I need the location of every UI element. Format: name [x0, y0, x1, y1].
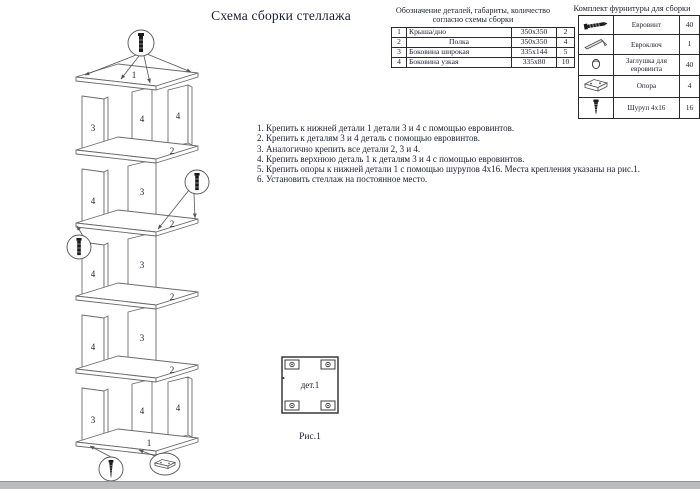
panel-label: 4	[175, 403, 181, 413]
panel-label: 3	[139, 260, 145, 270]
page-title: Схема сборки стеллажа	[211, 8, 351, 23]
instruction-line: 3. Аналогично крепить все детали 2, 3 и 4.	[257, 143, 421, 154]
page-bottom-bar	[0, 481, 700, 489]
part-qty: 2	[557, 28, 575, 38]
hardware-qty: 40	[680, 16, 700, 35]
panel-label: 2	[169, 219, 175, 229]
part-size: 350х350	[512, 28, 557, 38]
instruction-line: 6. Установить стеллаж на постоянное место.	[257, 174, 428, 185]
part-qty: 5	[557, 48, 575, 58]
hardware-name: Опора	[613, 76, 679, 97]
panel-label: 4	[139, 406, 145, 416]
part-num: 2	[392, 38, 407, 48]
instruction-line: 1. Крепить к нижней детали 1 детали 3 и 4 с помощью евровинтов.	[257, 123, 515, 133]
part-num: 1	[392, 28, 407, 38]
hardware-qty: 40	[680, 54, 700, 75]
part-size: 335х80	[512, 58, 557, 68]
instruction-line: 5. Крепить опоры к нижней детали 1 с помощью шурупов 4х16. Места крепления указаны на рис.1.	[257, 164, 640, 175]
hardware-qty: 1	[680, 35, 700, 54]
hexkey-icon	[582, 44, 610, 53]
panel-label: 3	[139, 333, 145, 343]
cap-icon	[582, 66, 610, 75]
panel-label: 2	[169, 292, 175, 302]
table-row	[579, 76, 700, 97]
euroscrew-icon	[582, 25, 610, 34]
hardware-name: Евроключ	[613, 35, 679, 54]
parts-caption-line2: согласно схемы сборки	[432, 15, 514, 25]
panel-label: 1	[146, 438, 152, 448]
part-size: 350х350	[512, 38, 557, 48]
panel-label: 4	[90, 196, 96, 206]
table-row	[392, 28, 575, 38]
part-name: Полка	[407, 38, 512, 48]
panel-label: 4	[90, 269, 96, 279]
panel-label: 2	[169, 146, 175, 156]
parts-table-caption	[376, 6, 570, 25]
part-name: Боковина узкая	[407, 58, 512, 68]
instructions-list	[257, 123, 640, 185]
hardware-table-title: Комплект фурнитуры для сборки	[573, 4, 691, 13]
hardware-name: Евровинт	[613, 16, 679, 35]
part-qty: 4	[557, 38, 575, 48]
hardware-table	[578, 15, 700, 119]
table-row	[579, 35, 700, 54]
figure-caption: Рис.1	[299, 432, 321, 442]
table-row	[579, 16, 700, 35]
table-row	[579, 54, 700, 75]
instruction-line: 2. Крепить к деталям 3 и 4 деталь с помощью евровинтов.	[257, 133, 480, 144]
panel-label: 2	[169, 365, 175, 375]
part-num: 4	[392, 58, 407, 68]
assembly-diagram	[48, 14, 238, 487]
figure-det1	[278, 354, 342, 442]
table-row	[579, 97, 700, 118]
hardware-name: Заглушка для евровинта	[613, 54, 679, 75]
part-name: Боковина широкая	[407, 48, 512, 58]
panel-label: 4	[175, 111, 181, 121]
det1-drawing	[278, 354, 342, 416]
part-num: 3	[392, 48, 407, 58]
panel-label: 1	[131, 70, 137, 80]
hardware-qty: 16	[680, 97, 700, 118]
instruction-line: 4. Крепить верхнюю деталь 1 к деталям 3 и 4 с помощью евровинтов.	[257, 153, 525, 164]
shelving-tower-drawing	[48, 14, 238, 482]
panel-label: 3	[90, 415, 96, 425]
support-icon	[582, 87, 610, 96]
screw-icon	[582, 109, 610, 118]
part-size: 335х144	[512, 48, 557, 58]
det1-label: дет.1	[300, 380, 320, 390]
hardware-qty: 4	[680, 76, 700, 97]
table-row	[392, 38, 575, 48]
parts-table	[391, 27, 575, 68]
panel-label: 3	[90, 123, 96, 133]
table-row	[392, 48, 575, 58]
parts-caption-line1: Обозначение деталей, габариты, количество	[395, 6, 551, 15]
panel-label: 4	[90, 342, 96, 352]
panel-label: 4	[139, 114, 145, 124]
part-name: Крыша/дно	[407, 28, 512, 38]
hardware-name: Шуруп 4х16	[613, 97, 679, 118]
table-row	[392, 58, 575, 68]
part-qty: 10	[557, 58, 575, 68]
panel-label: 3	[139, 187, 145, 197]
